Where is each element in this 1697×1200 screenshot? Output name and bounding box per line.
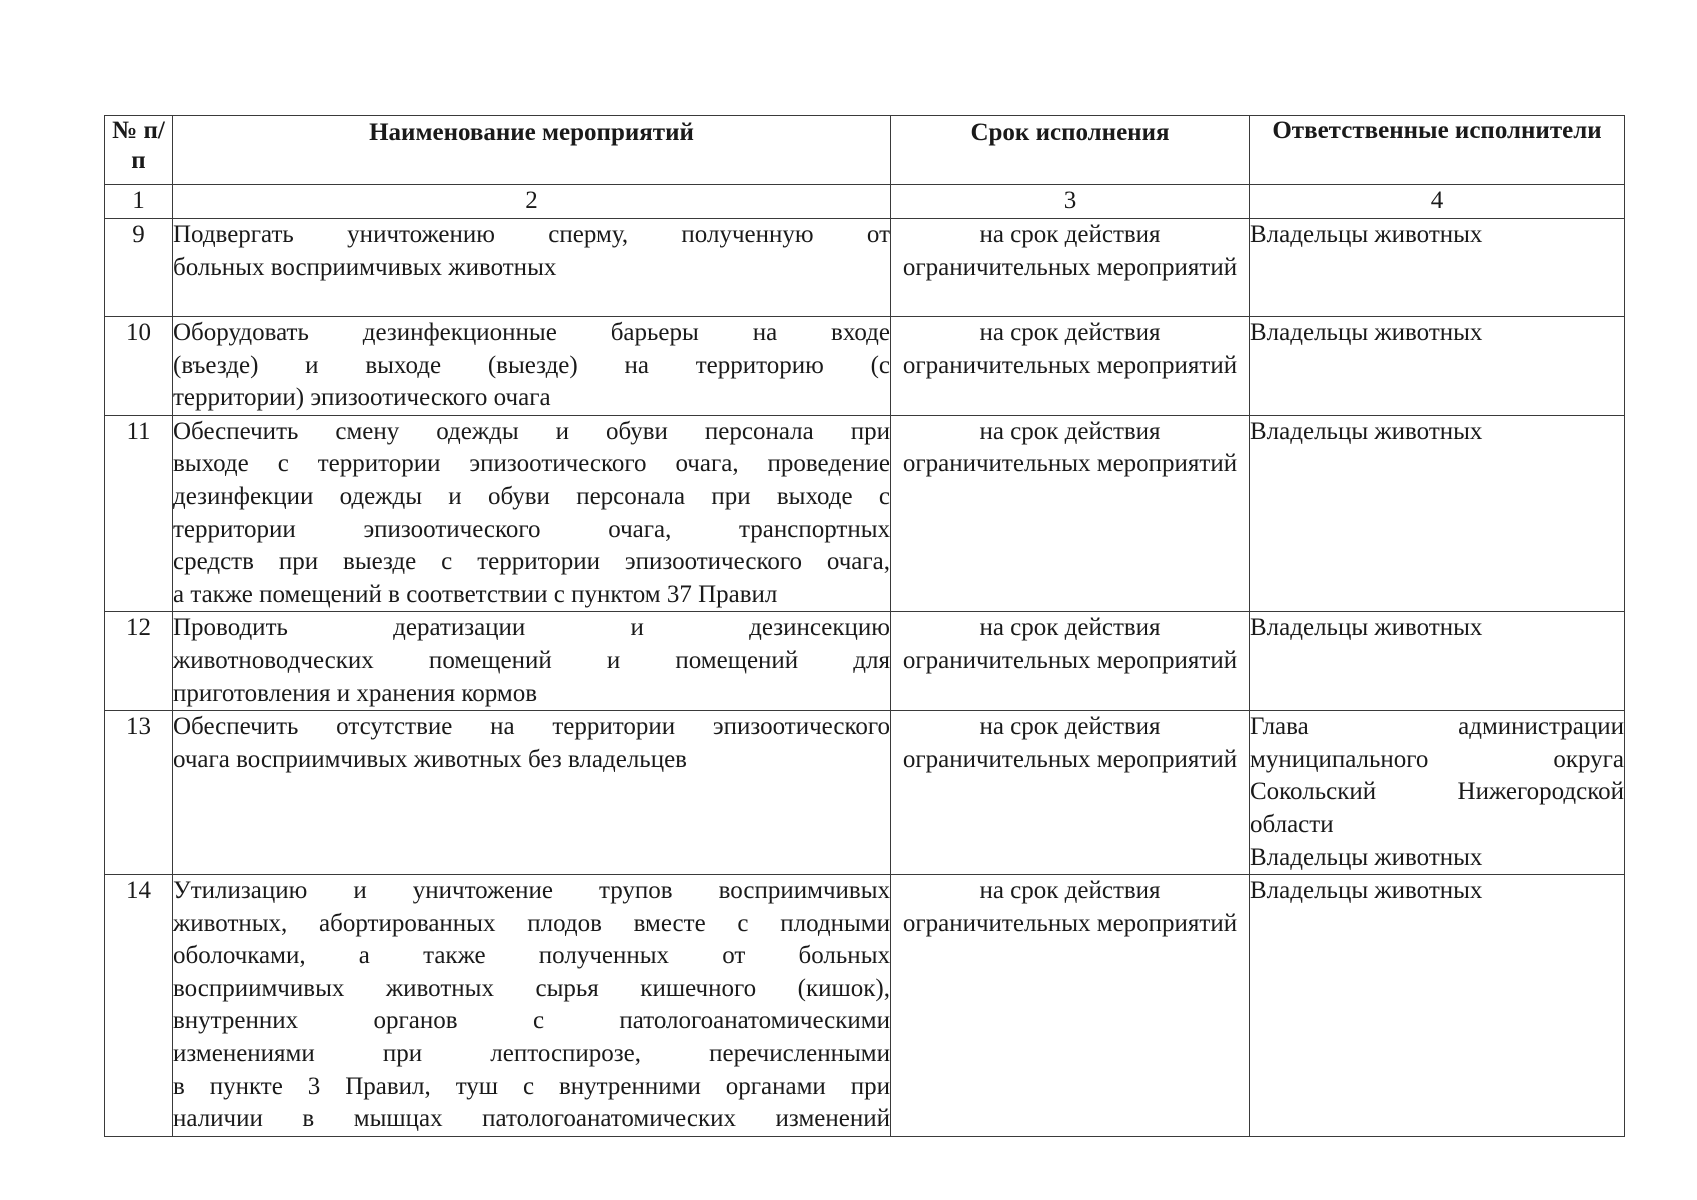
measure-line: средств при выезде с территории эпизоотического очага, [173,548,890,576]
measure-line: территории эпизоотического очага, транспортных [173,515,890,543]
measure-line: Оборудовать дезинфекционные барьеры на входе [173,319,890,346]
responsible-line: Глава администрации [1250,713,1624,741]
table-row [105,219,1625,317]
measure-line: изменениями при лептоспирозе, перечисленными [173,1040,890,1068]
measure-line: Обеспечить отсутствие на территории эпизоотического [173,713,890,741]
column-number: 2 [173,185,891,219]
measure-line: восприимчивых животных сырья кишечного (кишок), [173,974,890,1002]
measure-name [173,219,891,317]
measure-line: Утилизацию и уничтожение трупов восприимчивых [173,877,890,905]
measure-name [173,875,891,1137]
measure-line: дезинфекции одежды и обуви персонала при выходе с [173,482,890,510]
responsible [1250,415,1625,612]
table-row [105,711,1625,875]
responsible [1250,875,1625,1137]
responsible [1250,317,1625,416]
responsible-line: Владельцы животных [1250,221,1483,248]
column-number: 3 [891,185,1250,219]
measure-line: наличии в мышцах патологоанатомических изменений [173,1105,890,1133]
responsible-line: Владельцы животных [1250,417,1483,445]
measure-line: Обеспечить смену одежды и обуви персонала при [173,417,890,445]
responsible [1250,219,1625,317]
deadline: на срок действия ограничительных мероприятий [891,317,1250,416]
measure-line: Подвергать уничтожению сперму, полученную от [173,221,890,248]
measure-line: больных восприимчивых животных [173,253,557,281]
responsible-line: Владельцы животных [1250,319,1483,346]
deadline: на срок действия ограничительных мероприятий [891,219,1250,317]
measure-line: территории) эпизоотического очага [173,384,551,412]
column-number-row [105,185,1625,219]
header-row [105,116,1625,185]
responsible-line: муниципального округа [1250,745,1624,773]
row-number: 11 [105,415,173,612]
measure-line: очага восприимчивых животных без владельцев [173,745,687,773]
measure-line: выходе с территории эпизоотического очага, проведение [173,450,890,478]
deadline: на срок действия ограничительных мероприятий [891,875,1250,1137]
measure-line: Проводить дератизации и дезинсекцию [173,614,890,642]
measure-line: животных, абортированных плодов вместе с плодными [173,909,890,937]
table-row [105,612,1625,711]
table-row [105,875,1625,1137]
column-number: 1 [105,185,173,219]
responsible-line: Владельцы животных [1250,614,1483,642]
deadline: на срок действия ограничительных мероприятий [891,415,1250,612]
measure-line: а также помещений в соответствии с пунктом 37 Правил [173,580,778,608]
measure-name [173,317,891,416]
deadline: на срок действия ограничительных мероприятий [891,711,1250,875]
responsible-line: Сокольский Нижегородской [1250,778,1624,806]
row-number: 9 [105,219,173,317]
table-row [105,415,1625,612]
measure-name [173,415,891,612]
responsible-line: Владельцы животных [1250,877,1483,905]
header-name: Наименование мероприятий [173,116,891,185]
row-number: 13 [105,711,173,875]
header-num: № п/п [105,116,173,185]
measure-line: животноводческих помещений и помещений для [173,646,890,674]
responsible-line: области [1250,810,1334,838]
measure-line: оболочками, а также полученных от больных [173,942,890,970]
measures-table [104,115,1625,1137]
measure-line: приготовления и хранения кормов [173,679,538,707]
header-resp: Ответственные исполнители [1250,116,1625,185]
column-number: 4 [1250,185,1625,219]
measure-name [173,711,891,875]
measure-name [173,612,891,711]
responsible [1250,711,1625,875]
row-number: 14 [105,875,173,1137]
header-term: Срок исполнения [891,116,1250,185]
measure-line: (въезде) и выходе (выезде) на территорию (с [173,351,890,379]
table-row [105,317,1625,416]
responsible [1250,612,1625,711]
row-number: 10 [105,317,173,416]
responsible-line: Владельцы животных [1250,843,1483,871]
measure-line: в пункте 3 Правил, туш с внутренними органами при [173,1072,890,1100]
deadline: на срок действия ограничительных мероприятий [891,612,1250,711]
row-number: 12 [105,612,173,711]
measure-line: внутренних органов с патологоанатомическими [173,1007,890,1035]
